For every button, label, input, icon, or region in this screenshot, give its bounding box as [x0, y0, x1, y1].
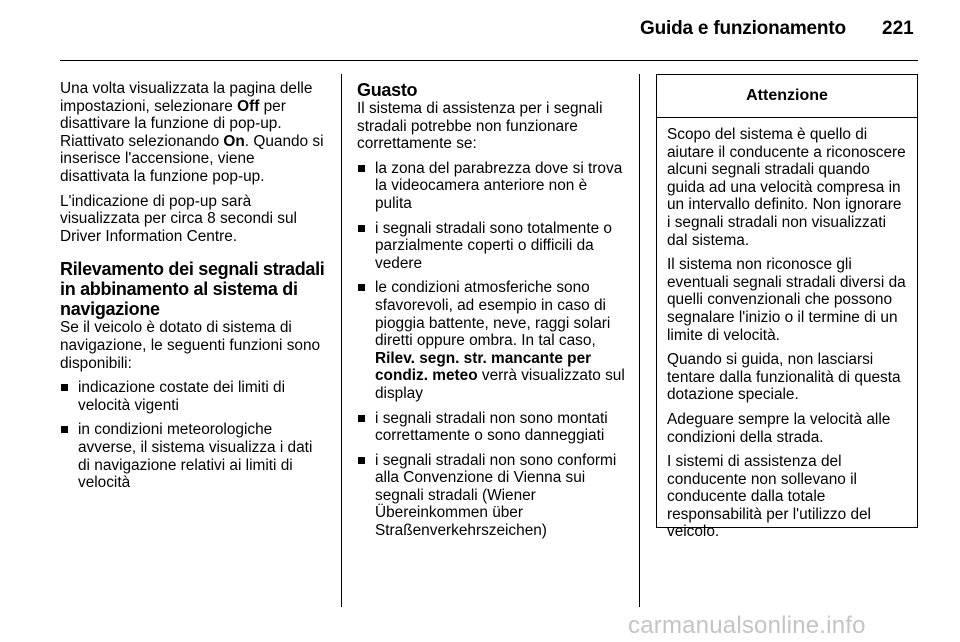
- column-middle: [357, 80, 625, 547]
- warning-box: [656, 74, 918, 541]
- text: le condizioni atmosferiche sono sfavorevoli, ad esempio in caso di pioggia battente, neve, raggi solari diretti oppure ombra. In tal caso,: [375, 279, 611, 350]
- watermark: carmanualsonline.info: [628, 612, 866, 639]
- list-item: in condizioni meteorologiche avverse, il sistema visualizza i dati di navigazione relativi ai limiti di velocità: [60, 421, 326, 491]
- text: . Quando si inserisce l'accensione, viene disattivata la funzione pop-up.: [60, 132, 324, 185]
- bullet-list-navigation: [60, 379, 326, 492]
- list-item: la zona del parabrezza dove si trova la videocamera anteriore non è pulita: [357, 160, 625, 213]
- paragraph-popup-duration: L'indicazione di pop-up sarà visualizzata per circa 8 secondi sul Driver Information Centre.: [60, 192, 297, 245]
- text: per disattivare la funzione di pop-up. Riattivato selezionando: [60, 97, 286, 150]
- list-item: indicazione costate dei limiti di velocità vigenti: [60, 379, 326, 414]
- display-message: Rilev. segn. str. mancante per condiz. meteo: [375, 349, 592, 385]
- list-item: i segnali stradali non sono conformi alla Convenzione di Vienna sui segnali stradali (Wiener Übereinkommen über Straßenverkehrszeichen): [357, 452, 625, 540]
- list-item: [357, 279, 625, 402]
- column-left: [60, 80, 326, 499]
- option-off: Off: [237, 97, 260, 115]
- warning-paragraph: Adeguare sempre la velocità alle condizioni della strada.: [667, 410, 891, 446]
- page-header-title: Guida e funzionamento: [640, 18, 846, 39]
- warning-body: [657, 118, 917, 541]
- column-divider-1: [341, 74, 342, 607]
- paragraph-navigation-intro: Se il veicolo è dotato di sistema di navigazione, le seguenti funzioni sono disponibili:: [60, 319, 321, 372]
- paragraph-fault-intro: Il sistema di assistenza per i segnali stradali potrebbe non funzionare correttamente se:: [357, 100, 603, 153]
- warning-paragraph: Scopo del sistema è quello di aiutare il conducente a riconoscere alcuni segnali stradali quando guida ad una velocità compresa in un intervallo definito. Non ignorare i segnali stradali non visualizzati dal sistema.: [667, 126, 906, 249]
- list-item: i segnali stradali sono totalmente o parzialmente coperti o difficili da vedere: [357, 220, 625, 273]
- bullet-list-fault: [357, 160, 625, 540]
- warning-paragraph: Quando si guida, non lasciarsi tentare dalla funzionalità di questa dotazione speciale.: [667, 351, 901, 404]
- text: Una volta visualizzata la pagina delle impostazioni, selezionare: [60, 80, 313, 115]
- paragraph-popup-settings: [60, 80, 326, 186]
- section-heading-fault: Guasto: [357, 80, 418, 100]
- option-on: On: [223, 132, 245, 150]
- text: verrà visualizzato sul display: [375, 367, 625, 402]
- section-heading-navigation: Rilevamento dei segnali stradali in abbinamento al sistema di navigazione: [60, 259, 325, 320]
- column-divider-2: [639, 74, 640, 607]
- warning-paragraph: I sistemi di assistenza del conducente non sollevano il conducente dalla totale responsabilità per l'utilizzo del veicolo.: [667, 453, 871, 541]
- list-item: i segnali stradali non sono montati correttamente o sono danneggiati: [357, 410, 625, 445]
- header-divider: [60, 60, 918, 61]
- warning-title: Attenzione: [657, 75, 917, 118]
- page-number: 221: [882, 18, 914, 39]
- warning-paragraph: Il sistema non riconosce gli eventuali segnali stradali diversi da quelli convenzionali che possono segnalare l'inizio o il termine di un limite di velocità.: [667, 256, 906, 344]
